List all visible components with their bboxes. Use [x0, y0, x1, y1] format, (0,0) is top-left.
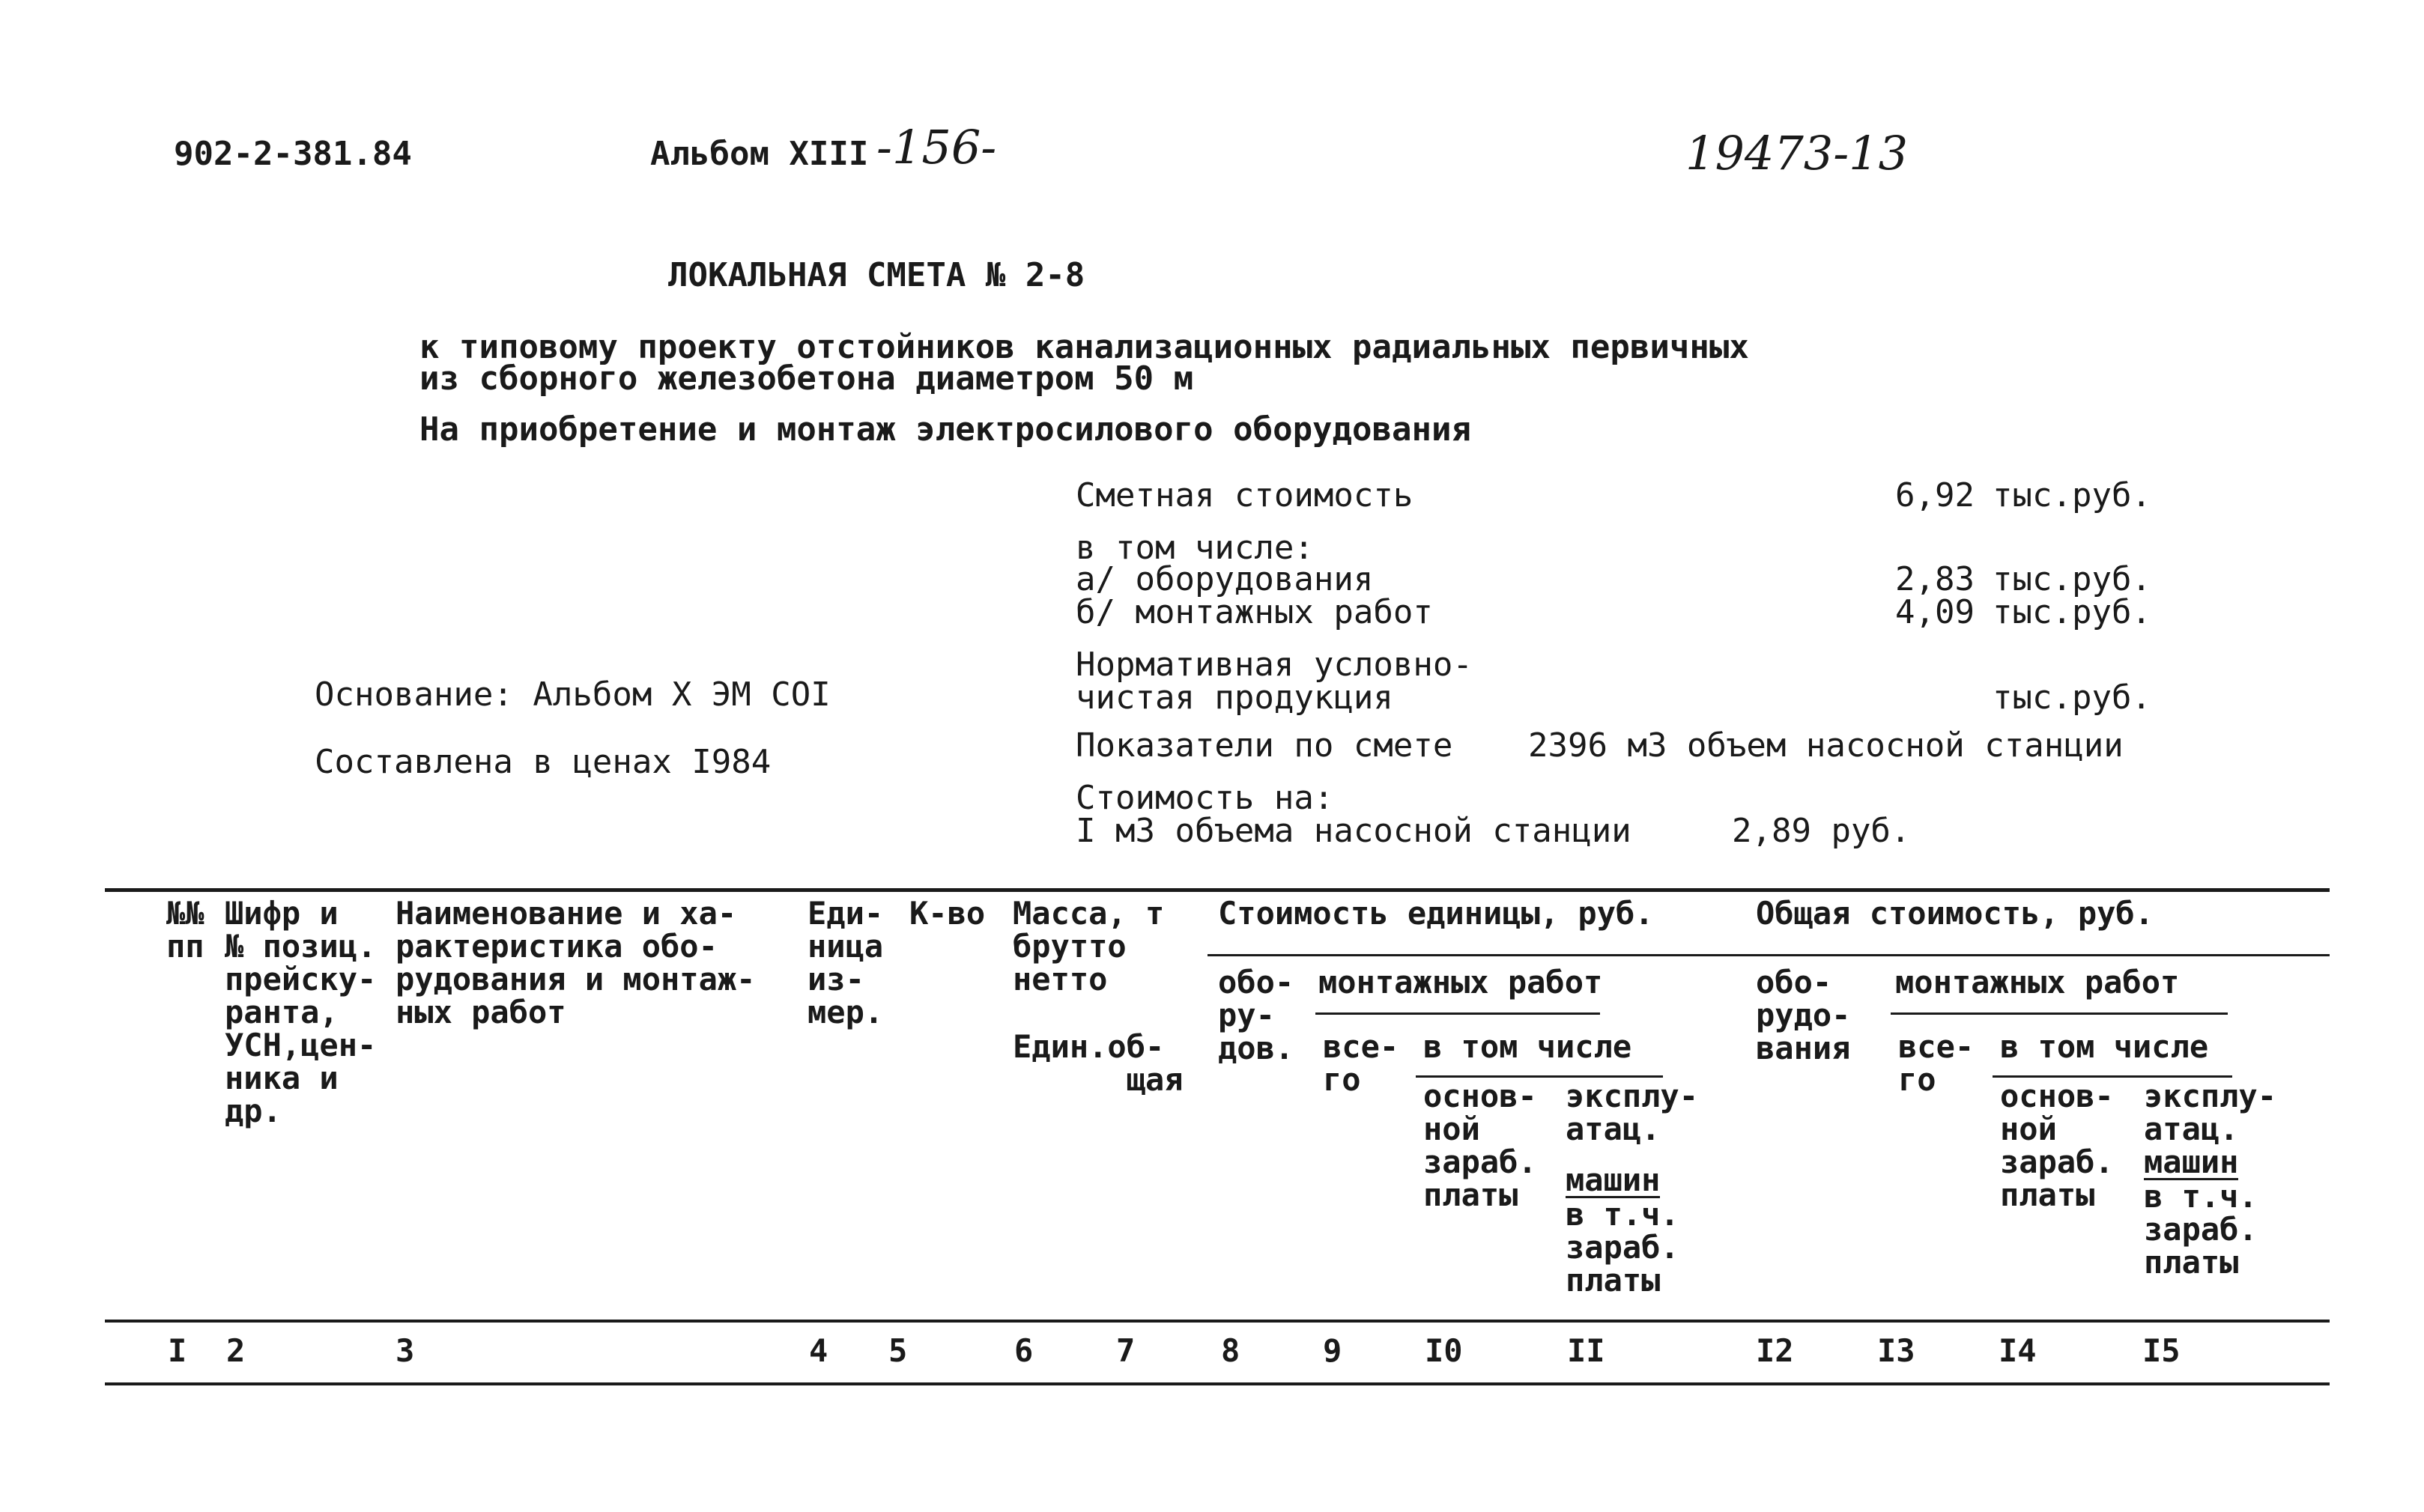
column-number-2: 2	[226, 1332, 246, 1369]
equipment-label: а/ оборудования	[1076, 560, 1374, 598]
normative-label-2: чистая продукция	[1076, 678, 1393, 717]
header-bottom-rule	[105, 1320, 2330, 1323]
col-number-header: №№ пп	[166, 895, 204, 965]
column-number-1: I	[168, 1332, 187, 1369]
page-number: -156-	[876, 120, 997, 174]
col-code-header: Шифр и № позиц. прейску- ранта, УСН,цен- ника и др.	[225, 895, 377, 1129]
unit-total-header: все- го	[1323, 1028, 1399, 1098]
equipment-unit: тыс.руб.	[1993, 560, 2151, 598]
col-mass-header: Масса, т брутто нетто	[1013, 895, 1165, 998]
installation-value: 4,09	[1895, 593, 1975, 631]
estimated-cost-unit: тыс.руб.	[1993, 476, 2151, 514]
equipment-value: 2,83	[1895, 560, 1975, 598]
total-installation-header: монтажных работ	[1895, 964, 2180, 1001]
column-number-10: I0	[1425, 1332, 1463, 1369]
table-top-rule	[105, 888, 2330, 892]
unit-operation-machines	[1566, 1164, 1660, 1198]
album-label: Альбом XIII	[650, 135, 869, 173]
total-including-header: в том числе	[2000, 1028, 2209, 1065]
col-mass-subheader: Един.об- щая	[1013, 1028, 1184, 1098]
subtitle-line-2: из сборного железобетона диаметром 50 м	[419, 359, 1194, 398]
unit-operation-salary: в т.ч. зараб. платы	[1566, 1196, 1679, 1299]
group-divider-rule	[1208, 954, 2330, 956]
column-number-4: 4	[809, 1332, 828, 1369]
unit-cost-group-header: Стоимость единицы, руб.	[1218, 895, 1654, 932]
total-machines-text: машин	[2144, 1144, 2239, 1180]
unit-equipment-header: обо- ру- дов.	[1218, 964, 1294, 1066]
total-operation-salary: в т.ч. зараб. платы	[2144, 1178, 2258, 1281]
basis-foundation: Основание: Альбом X ЭМ COI	[315, 675, 831, 714]
subtitle-line-1: к типовому проекту отстойников канализационных радиальных первичных	[419, 328, 1749, 366]
indicators-label: Показатели по смете	[1076, 726, 1453, 765]
total-base-salary-header: основ- ной зараб. платы	[2000, 1078, 2114, 1213]
column-number-8: 8	[1221, 1332, 1240, 1369]
unit-machines-text: машин	[1566, 1162, 1661, 1198]
installation-label: б/ монтажных работ	[1076, 593, 1433, 631]
column-number-15: I5	[2142, 1332, 2181, 1369]
unit-base-salary-header: основ- ной зараб. платы	[1423, 1078, 1537, 1213]
total-total-header: все- го	[1898, 1028, 1975, 1098]
total-cost-group-header: Общая стоимость, руб.	[1756, 895, 2154, 932]
basis-prices: Составлена в ценах I984	[315, 743, 772, 781]
unit-installation-rule	[1315, 1012, 1600, 1015]
column-number-5: 5	[888, 1332, 908, 1369]
normative-label-1: Нормативная условно-	[1076, 646, 1473, 684]
unit-cost-line: I м3 объема насосной станции	[1076, 812, 1631, 850]
column-number-6: 6	[1014, 1332, 1034, 1369]
column-number-3: 3	[396, 1332, 415, 1369]
column-number-14: I4	[1999, 1332, 2037, 1369]
col-quantity-header: К-во	[909, 895, 986, 932]
estimated-cost-value: 6,92	[1895, 476, 1975, 514]
column-number-13: I3	[1877, 1332, 1915, 1369]
unit-including-header: в том числе	[1423, 1028, 1632, 1065]
unit-operation-header: эксплу- атац.	[1566, 1078, 1699, 1147]
column-number-12: I2	[1756, 1332, 1794, 1369]
total-operation-machines	[2144, 1146, 2238, 1180]
indicators-value: 2396 м3 объем насосной станции	[1528, 726, 2124, 765]
total-equipment-header: обо- рудо- вания	[1756, 964, 1851, 1066]
col-unit-header: Еди- ница из- мер.	[808, 895, 884, 1030]
project-code: 902-2-381.84	[174, 135, 412, 173]
column-number-7: 7	[1116, 1332, 1136, 1369]
subtitle-line-3: На приобретение и монтаж электросилового оборудования	[419, 410, 1471, 449]
installation-unit: тыс.руб.	[1993, 593, 2151, 631]
estimated-cost-label: Сметная стоимость	[1076, 476, 1414, 514]
including-label: в том числе:	[1076, 529, 1314, 567]
unit-cost-value: 2,89 руб.	[1732, 812, 1911, 850]
normative-unit: тыс.руб.	[1993, 678, 2151, 717]
unit-installation-header: монтажных работ	[1318, 964, 1603, 1001]
inventory-number: 19473-13	[1685, 126, 1909, 180]
total-installation-rule	[1891, 1012, 2228, 1015]
unit-cost-label: Стоимость на:	[1076, 779, 1334, 817]
total-operation-header: эксплу- атац.	[2144, 1078, 2277, 1147]
col-name-header: Наименование и ха- рактеристика обо- рудования и монтаж- ных работ	[396, 895, 756, 1030]
numbers-bottom-rule	[105, 1382, 2330, 1385]
column-number-11: II	[1567, 1332, 1605, 1369]
column-number-9: 9	[1323, 1332, 1342, 1369]
document-title: ЛОКАЛЬНАЯ СМЕТА № 2-8	[668, 256, 1085, 294]
